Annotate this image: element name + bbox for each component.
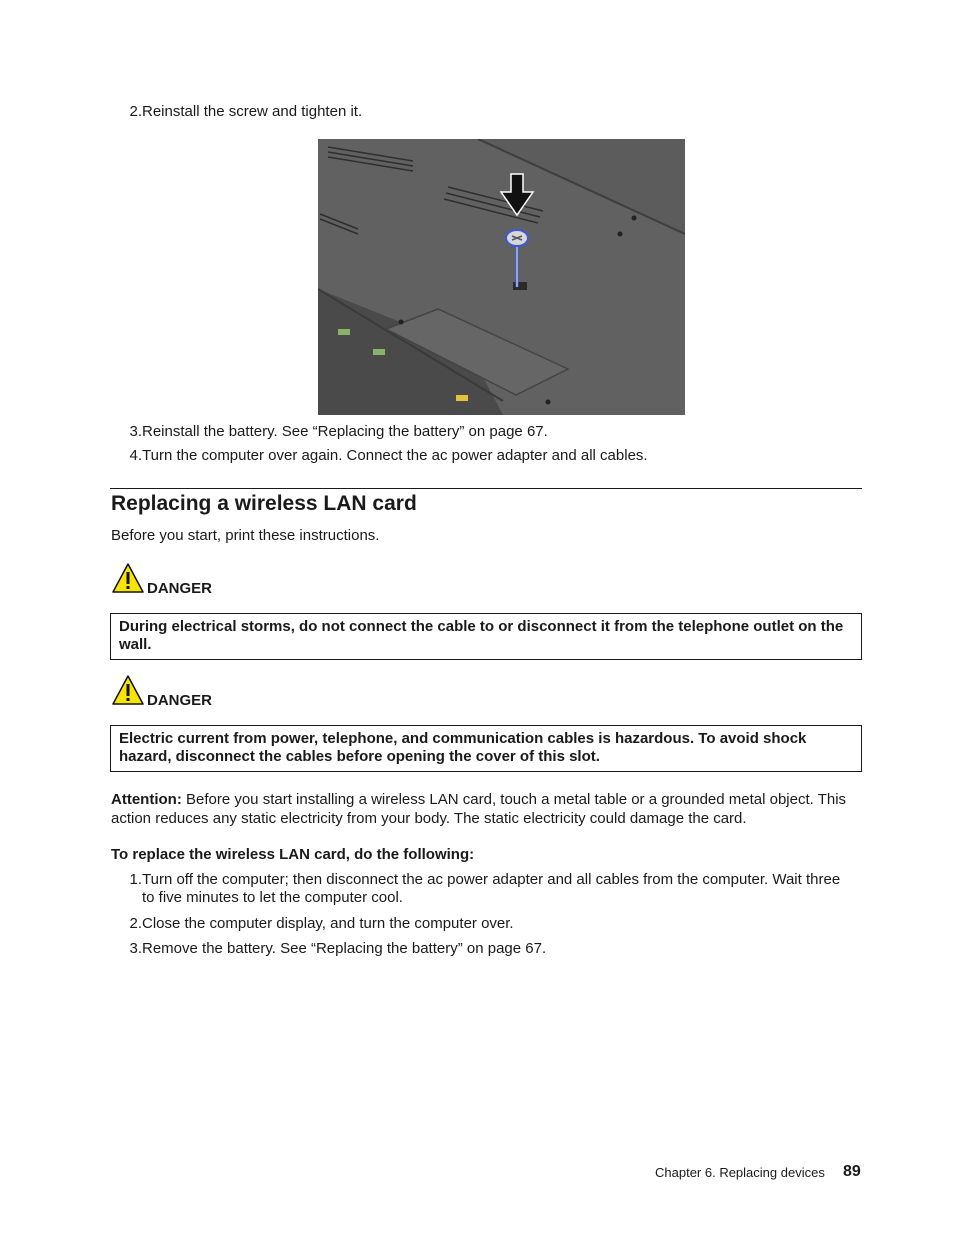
procedure-heading: To replace the wireless LAN card, do the following: xyxy=(111,846,475,863)
procedure-step-2-text: Close the computer display, and turn the computer over. xyxy=(142,915,514,932)
step-2-text: Reinstall the screw and tighten it. xyxy=(142,103,363,120)
danger-box-1: During electrical storms, do not connect the cable to or disconnect it from the telephone outlet on the wall. xyxy=(110,613,862,660)
step-3 xyxy=(111,423,142,441)
procedure-step-2 xyxy=(111,915,142,933)
procedure-step-3-text: Remove the battery. See “Replacing the battery” on page 67. xyxy=(142,940,547,957)
step-number: 4. xyxy=(129,447,142,464)
section-divider xyxy=(110,488,862,489)
step-4 xyxy=(111,447,142,465)
danger-box-2: Electric current from power, telephone, and communication cables is hazardous. To avoid shock hazard, disconnect the cables before opening the cover of this slot. xyxy=(110,725,862,772)
attention-text: Before you start installing a wireless LAN card, touch a metal table or a grounded metal object. This action reduces any static electricity from your body. The static electricity could damage the card. xyxy=(111,791,847,827)
step-number: 1. xyxy=(129,871,142,888)
danger-label: DANGER xyxy=(147,580,213,597)
footer-chapter: Chapter 6. Replacing devices xyxy=(655,1165,825,1180)
step-number: 2. xyxy=(129,103,142,120)
step-4-text: Turn the computer over again. Connect the ac power adapter and all cables. xyxy=(142,447,648,464)
step-number: 3. xyxy=(129,423,142,440)
step-number: 2. xyxy=(129,915,142,932)
warning-triangle-icon xyxy=(111,674,145,706)
step-2 xyxy=(111,103,142,121)
warning-triangle-icon xyxy=(111,562,145,594)
procedure-step-1 xyxy=(111,871,142,889)
danger-label: DANGER xyxy=(147,692,213,709)
attention-label: Attention: xyxy=(111,791,182,808)
step-number: 3. xyxy=(129,940,142,957)
procedure-step-1-text: Turn off the computer; then disconnect the ac power adapter and all cables from the computer. Wait three to five minutes to let the computer cool. xyxy=(142,871,841,906)
section-title: Replacing a wireless LAN card xyxy=(111,492,417,515)
attention-note xyxy=(111,790,863,828)
procedure-step-3 xyxy=(111,940,142,958)
step-3-text: Reinstall the battery. See “Replacing the battery” on page 67. xyxy=(142,423,548,440)
screw-installation-figure xyxy=(318,139,685,415)
section-intro: Before you start, print these instructions. xyxy=(111,527,380,544)
laptop-bottom-illustration xyxy=(318,139,685,415)
page-number: 89 xyxy=(843,1163,861,1180)
